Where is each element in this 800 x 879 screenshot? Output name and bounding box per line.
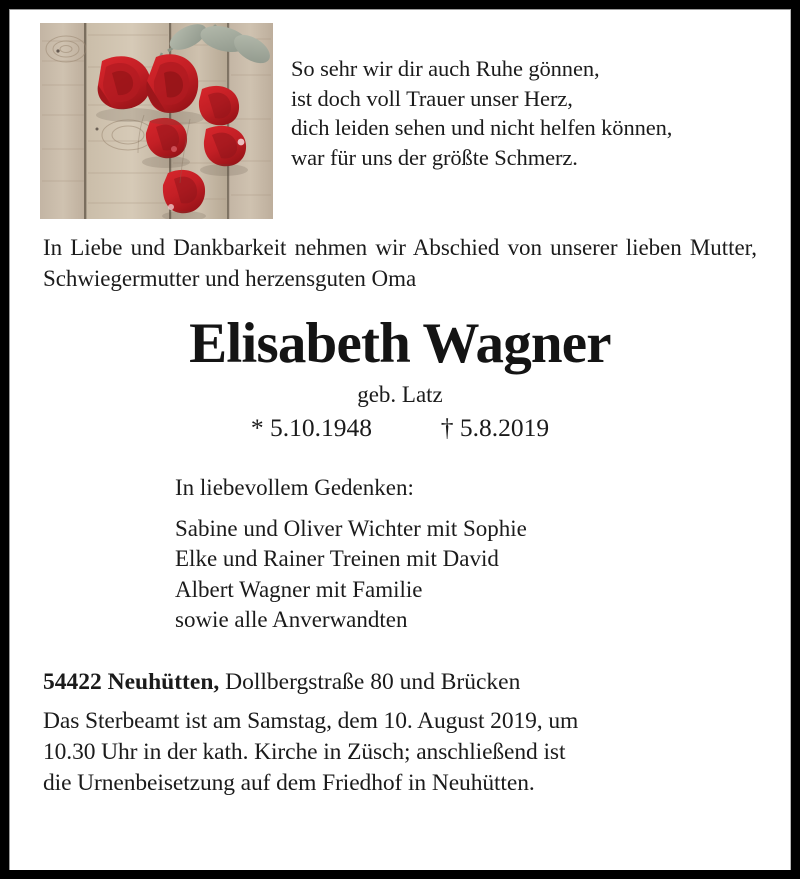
address-line [43,667,757,698]
poem-line: war für uns der größte Schmerz. [291,144,578,170]
deceased-name: Elisabeth Wagner [189,312,611,375]
death-date: 5.8.2019 [459,413,550,442]
memorial-poem [291,54,771,172]
death-symbol: † [440,413,454,442]
rose-petal-4 [163,170,205,213]
mourners-section [10,473,790,636]
postal-city: 54422 Neuhütten, [43,668,220,695]
mourner-line: Elke und Rainer Treinen mit David [175,546,499,571]
service-line: die Urnenbeisetzung auf dem Friedhof in Neuhütten. [43,769,535,796]
service-line: Das Sterbeamt ist am Samstag, dem 10. August 2019, um [43,707,579,734]
service-line: 10.30 Uhr in der kath. Kirche in Züsch; anschließend ist [43,738,566,765]
rose-photo-illustration [40,23,273,219]
mourner-line: sowie alle Anverwandten [175,607,408,632]
poem-line: dich leiden sehen und nicht helfen können, [291,115,673,140]
intro-paragraph: In Liebe und Dankbarkeit nehmen wir Abschied von unserer lieben Mutter, Schwiegermutter und herzensguten Oma [43,235,757,291]
mourners-list [165,473,635,636]
notice-paper [9,9,791,870]
service-details [43,706,757,799]
mourner-line: Sabine und Oliver Wichter mit Sophie [175,515,527,541]
street-address: Dollbergstraße 80 und Brücken [219,668,521,695]
poem-line: ist doch voll Trauer unser Herz, [291,85,573,111]
life-dates [10,412,790,444]
birth-symbol: * [250,413,264,442]
mourners-lead: In liebevollem Gedenken: [175,475,414,500]
notice-header-area [10,10,790,222]
birth-date: 5.10.1948 [270,413,372,442]
rose-bloom-right [146,54,198,113]
maiden-name: geb. Latz [357,382,443,407]
mourner-line: Albert Wagner mit Familie [175,576,423,602]
rose-petals-photo [40,23,273,219]
poem-line: So sehr wir dir auch Ruhe gönnen, [291,56,600,81]
